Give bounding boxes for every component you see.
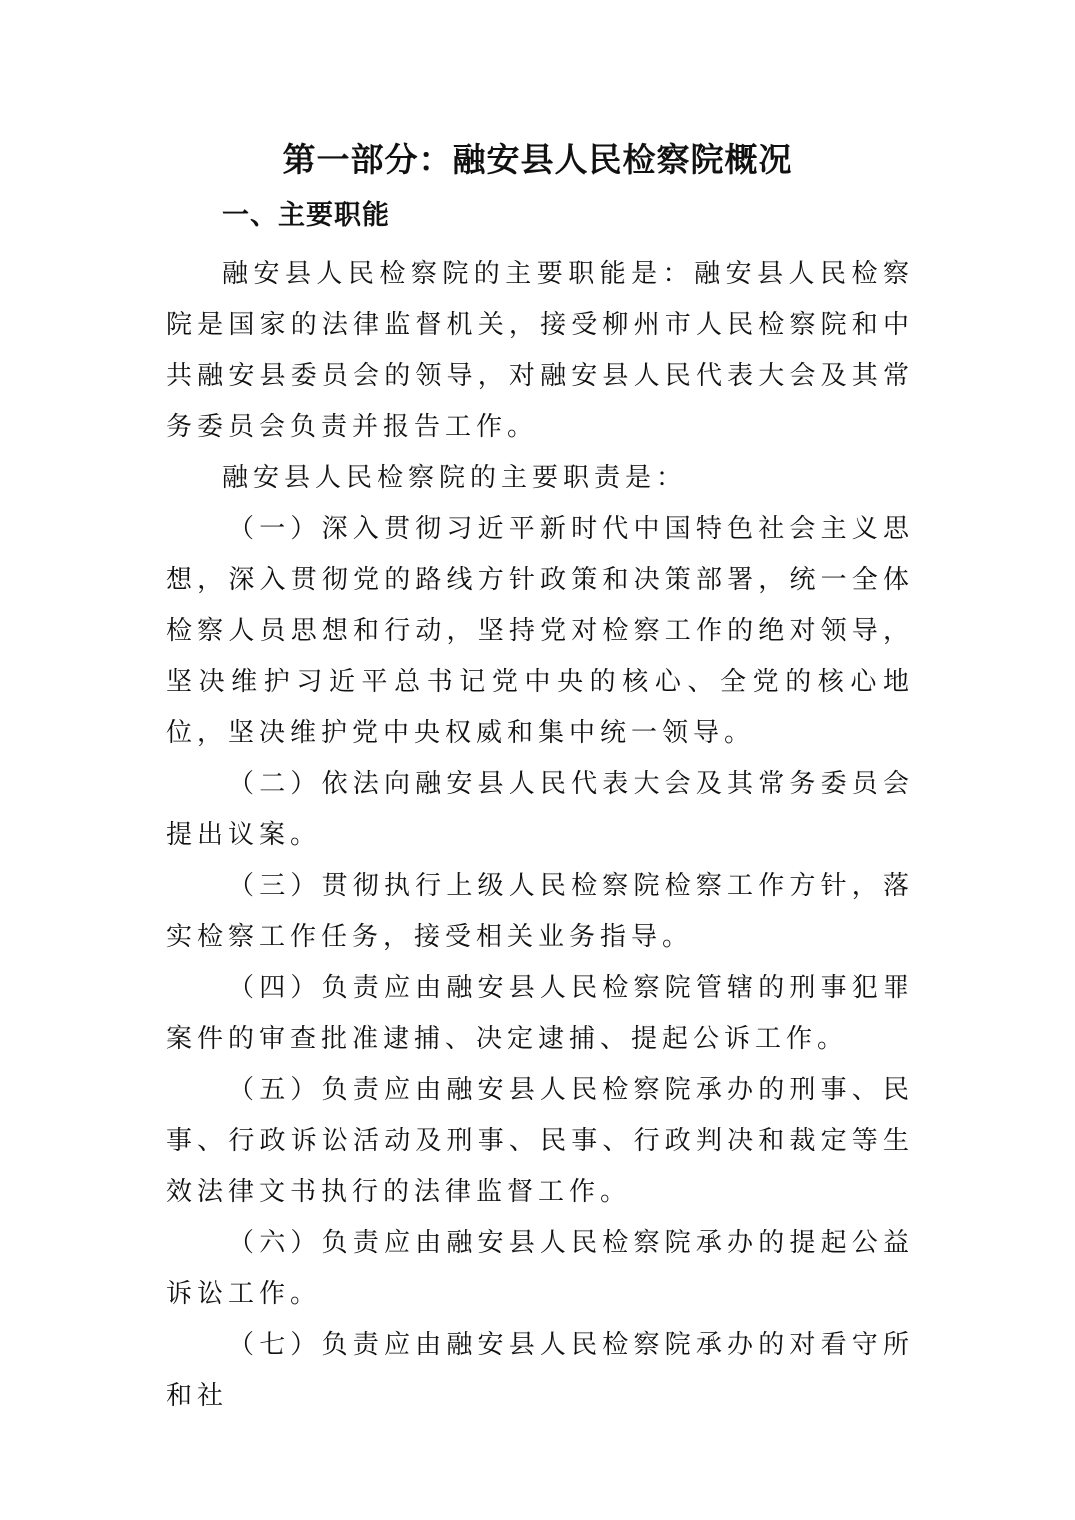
duty-item-5: （五）负责应由融安县人民检察院承办的刑事、民事、行政诉讼活动及刑事、民事、行政判决和裁定等生效法律文书执行的法律监督工作。	[166, 1075, 914, 1207]
paragraph-main-duties-intro: 融安县人民检察院的主要职责是：	[222, 463, 688, 493]
duty-item-4: （四）负责应由融安县人民检察院管辖的刑事犯罪案件的审查批准逮捕、决定逮捕、提起公诉工作。	[166, 973, 914, 1054]
document-body	[166, 249, 914, 1422]
duty-item-1: （一）深入贯彻习近平新时代中国特色社会主义思想，深入贯彻党的路线方针政策和决策部署，统一全体检察人员思想和行动，坚持党对检察工作的绝对领导，坚决维护习近平总书记党中央的核心、全党的核心地位，坚决维护党中央权威和集中统一领导。	[166, 514, 914, 748]
document-title: 第一部分：融安县人民检察院概况	[282, 140, 793, 179]
duty-item-6: （六）负责应由融安县人民检察院承办的提起公益诉讼工作。	[166, 1228, 914, 1309]
duty-item-2: （二）依法向融安县人民代表大会及其常务委员会提出议案。	[166, 769, 914, 850]
paragraph-main-functions: 融安县人民检察院的主要职能是：融安县人民检察院是国家的法律监督机关，接受柳州市人民检察院和中共融安县委员会的领导，对融安县人民代表大会及其常务委员会负责并报告工作。	[166, 259, 914, 442]
duty-item-3: （三）贯彻执行上级人民检察院检察工作方针，落实检察工作任务，接受相关业务指导。	[166, 871, 914, 952]
duty-item-7: （七）负责应由融安县人民检察院承办的对看守所和社	[166, 1330, 914, 1411]
section-heading: 一、主要职能	[222, 200, 390, 231]
